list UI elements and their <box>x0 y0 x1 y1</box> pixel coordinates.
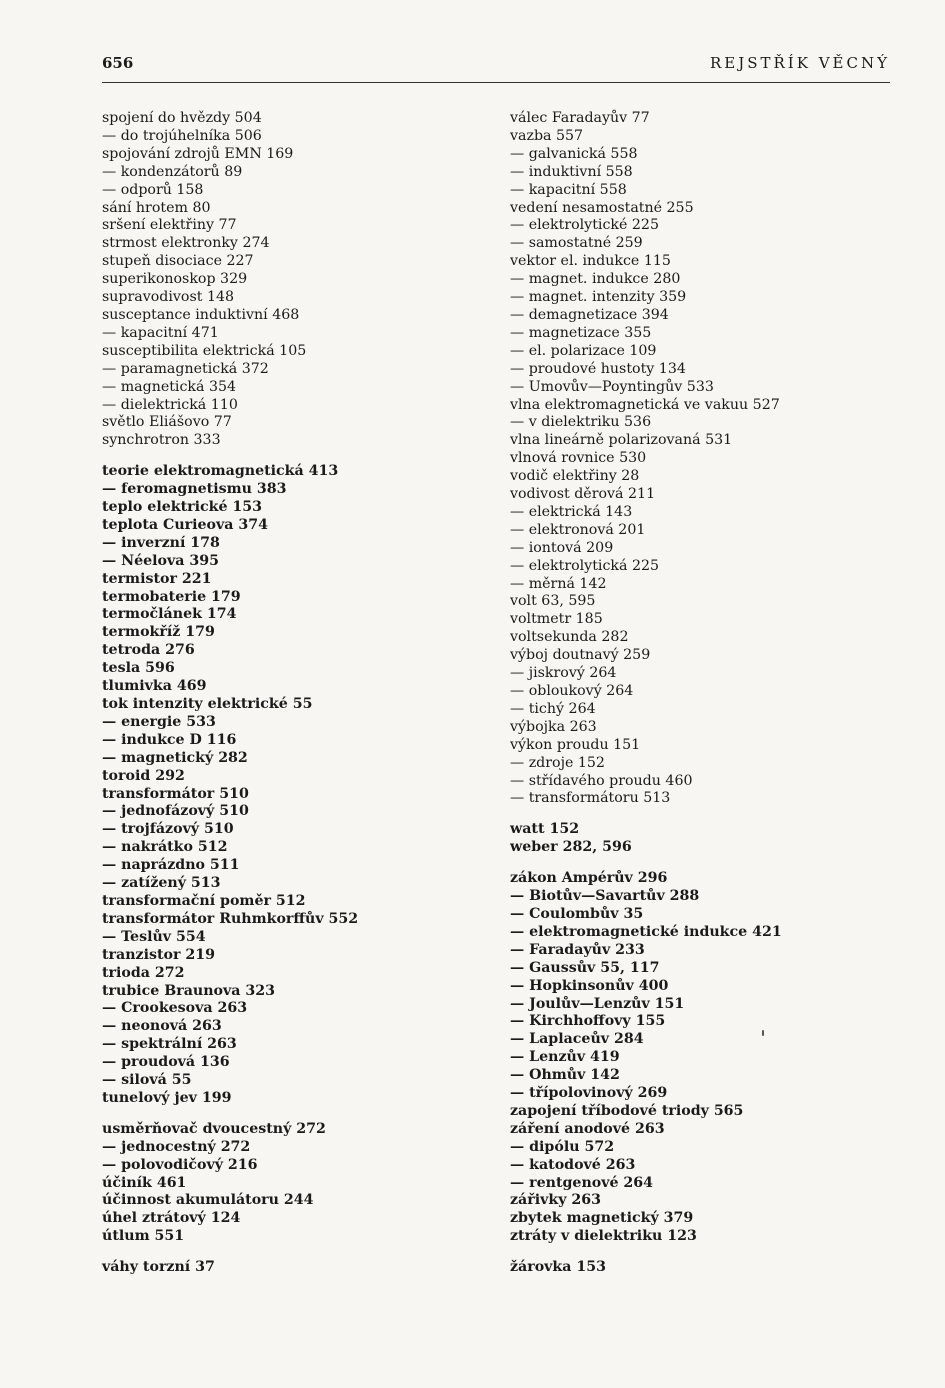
index-entry: weber 282, 596 <box>510 839 632 856</box>
index-entry: — odporů 158 <box>102 181 204 198</box>
index-entry: spojování zdrojů EMN 169 <box>102 145 294 162</box>
index-entry: zákon Ampérův 296 <box>510 870 668 887</box>
index-entry: — Kirchhoffovy 155 <box>510 1013 666 1030</box>
index-entry: — jednofázový 510 <box>102 803 249 820</box>
index-entry: — kapacitní 558 <box>510 181 627 198</box>
index-entry: zářivky 263 <box>510 1192 601 1209</box>
index-entry: teplota Curieova 374 <box>102 516 268 533</box>
index-entry: trioda 272 <box>102 964 185 981</box>
index-entry: — tichý 264 <box>510 700 596 717</box>
index-entry: — Gaussův 55, 117 <box>510 959 660 976</box>
index-group <box>102 110 497 450</box>
index-entry: — měrná 142 <box>510 575 607 592</box>
index-entry: — do trojúhelníka 506 <box>102 127 262 144</box>
index-entry: — dielektrická 110 <box>102 396 238 413</box>
index-entry: — obloukový 264 <box>510 683 634 699</box>
index-entry: — proudová 136 <box>102 1054 230 1071</box>
index-entry: váhy torzní 37 <box>102 1259 215 1276</box>
index-entry: vlna lineárně polarizovaná 531 <box>510 432 733 449</box>
index-entry: výbojka 263 <box>510 718 597 735</box>
running-title: REJSTŘÍK VĚCNÝ <box>709 54 890 72</box>
index-entry: — demagnetizace 394 <box>510 306 669 323</box>
index-entry: tok intenzity elektrické 55 <box>102 696 313 712</box>
index-entry: — polovodičový 216 <box>102 1156 258 1173</box>
index-entry: susceptibilita elektrická 105 <box>102 342 307 359</box>
index-entry: — neonová 263 <box>102 1018 222 1035</box>
index-entry: supravodivost 148 <box>102 289 235 306</box>
index-entry: — trojfázový 510 <box>102 821 234 838</box>
index-entry: — Umovův—Poyntingův 533 <box>510 378 714 395</box>
index-entry: — Teslův 554 <box>102 928 206 945</box>
index-entry: — magnetizace 355 <box>510 324 652 341</box>
index-entry: — transformátoru 513 <box>510 790 671 807</box>
index-entry: — elektronová 201 <box>510 521 646 538</box>
index-entry: — el. polarizace 109 <box>510 342 657 359</box>
index-group <box>510 870 910 1246</box>
index-entry: stupeň disociace 227 <box>102 253 254 270</box>
index-entry: účinnost akumulátoru 244 <box>102 1192 314 1209</box>
index-entry: — magnet. intenzity 359 <box>510 289 687 306</box>
index-entry: — magnet. indukce 280 <box>510 271 681 288</box>
index-entry: — spektrální 263 <box>102 1036 237 1053</box>
header-rule <box>102 82 890 83</box>
index-entry: — jiskrový 264 <box>510 665 617 682</box>
index-entry: termobaterie 179 <box>102 588 241 605</box>
index-entry: — paramagnetická 372 <box>102 360 269 377</box>
index-entry: — rentgenové 264 <box>510 1174 654 1191</box>
index-entry: — proudové hustoty 134 <box>510 360 686 377</box>
index-entry: — energie 533 <box>102 713 216 730</box>
index-entry: výkon proudu 151 <box>510 736 641 753</box>
index-entry: — Coulombův 35 <box>510 905 644 922</box>
index-entry: — galvanická 558 <box>510 145 638 162</box>
index-entry: — feromagnetismu 383 <box>102 481 287 498</box>
index-entry: účiník 461 <box>102 1174 187 1191</box>
index-entry: — samostatné 259 <box>510 235 643 252</box>
index-entry: — dipólu 572 <box>510 1138 615 1155</box>
index-entry: tranzistor 219 <box>102 946 216 963</box>
index-entry: žárovka 153 <box>510 1259 607 1276</box>
index-entry: — Crookesova 263 <box>102 1000 248 1017</box>
page-header <box>102 54 890 78</box>
index-entry: termokříž 179 <box>102 624 215 641</box>
index-entry: — induktivní 558 <box>510 163 633 180</box>
index-group <box>102 463 497 1108</box>
index-entry: — Ohmův 142 <box>510 1067 620 1084</box>
index-entry: zbytek magnetický 379 <box>510 1210 694 1227</box>
index-entry: — katodové 263 <box>510 1156 636 1173</box>
index-entry: teorie elektromagnetická 413 <box>102 463 339 480</box>
index-entry: — kondenzátorů 89 <box>102 163 243 180</box>
index-group <box>510 1259 910 1277</box>
index-entry: usměrňovač dvoucestný 272 <box>102 1120 326 1137</box>
index-entry: — Faradayův 233 <box>510 941 645 958</box>
index-entry: světlo Eliášovo 77 <box>102 414 232 431</box>
index-entry: — silová 55 <box>102 1072 192 1089</box>
index-entry: vodič elektřiny 28 <box>510 468 640 485</box>
index-entry: — Néelova 395 <box>102 552 219 569</box>
index-entry: vedení nesamostatné 255 <box>510 199 694 216</box>
print-speck <box>762 1030 764 1036</box>
index-entry: volt 63, 595 <box>510 593 596 610</box>
index-entry: — inverzní 178 <box>102 534 220 551</box>
index-group <box>102 1121 497 1246</box>
index-entry: voltmetr 185 <box>510 611 603 628</box>
index-entry: útlum 551 <box>102 1228 185 1245</box>
index-entry: tunelový jev 199 <box>102 1089 232 1106</box>
index-group <box>510 821 910 857</box>
index-entry: válec Faradayův 77 <box>510 110 650 126</box>
page-number: 656 <box>102 54 134 72</box>
index-group <box>102 1259 497 1277</box>
index-column-left <box>102 110 497 1290</box>
index-entry: — jednocestný 272 <box>102 1138 251 1155</box>
index-entry: vodivost děrová 211 <box>510 486 656 503</box>
index-entry: superikonoskop 329 <box>102 271 248 288</box>
index-entry: — Lenzův 419 <box>510 1049 620 1066</box>
index-column-right <box>510 110 910 1290</box>
index-entry: — zdroje 152 <box>510 754 605 771</box>
index-entry: vektor el. indukce 115 <box>510 253 671 270</box>
index-entry: — nakrátko 512 <box>102 839 228 856</box>
index-entry: vazba 557 <box>510 127 584 144</box>
index-entry: teplo elektrické 153 <box>102 499 263 516</box>
index-entry: — kapacitní 471 <box>102 324 219 341</box>
index-entry: strmost elektronky 274 <box>102 235 270 252</box>
index-entry: spojení do hvězdy 504 <box>102 110 262 126</box>
index-entry: ztráty v dielektriku 123 <box>510 1228 697 1245</box>
index-entry: — indukce D 116 <box>102 731 237 748</box>
index-entry: sršení elektřiny 77 <box>102 217 237 234</box>
index-entry: — magnetický 282 <box>102 749 248 766</box>
index-entry: — elektrolytické 225 <box>510 217 659 234</box>
index-entry: — Hopkinsonův 400 <box>510 977 669 994</box>
index-entry: — Laplaceův 284 <box>510 1031 644 1048</box>
index-entry: trubice Braunova 323 <box>102 982 276 999</box>
index-entry: tetroda 276 <box>102 642 195 659</box>
index-entry: termočlánek 174 <box>102 606 237 623</box>
index-entry: tlumivka 469 <box>102 678 207 695</box>
index-entry: transformátor Ruhmkorffův 552 <box>102 910 359 927</box>
index-entry: — třípolovinový 269 <box>510 1085 668 1102</box>
index-entry: termistor 221 <box>102 570 212 587</box>
index-entry: toroid 292 <box>102 767 185 784</box>
index-entry: sání hrotem 80 <box>102 199 211 216</box>
index-entry: — magnetická 354 <box>102 378 237 395</box>
index-entry: — naprázdno 511 <box>102 857 240 874</box>
index-entry: synchrotron 333 <box>102 432 221 449</box>
index-entry: — v dielektriku 536 <box>510 414 652 431</box>
index-entry: transformační poměr 512 <box>102 892 306 909</box>
index-entry: záření anodové 263 <box>510 1120 665 1137</box>
index-entry: vlna elektromagnetická ve vakuu 527 <box>510 396 780 413</box>
index-entry: — Joulův—Lenzův 151 <box>510 995 685 1012</box>
index-entry: susceptance induktivní 468 <box>102 306 300 323</box>
index-entry: watt 152 <box>510 821 580 838</box>
index-entry: tesla 596 <box>102 660 175 677</box>
index-entry: — zatížený 513 <box>102 875 221 892</box>
index-entry: — elektrická 143 <box>510 503 633 520</box>
index-entry: — Biotův—Savartův 288 <box>510 888 700 905</box>
index-entry: zapojení tříbodové triody 565 <box>510 1102 744 1119</box>
index-group <box>510 110 910 808</box>
index-entry: transformátor 510 <box>102 785 249 802</box>
index-entry: — střídavého proudu 460 <box>510 772 693 789</box>
index-entry: — iontová 209 <box>510 539 614 556</box>
index-entry: výboj doutnavý 259 <box>510 647 651 664</box>
index-entry: vlnová rovnice 530 <box>510 450 647 467</box>
index-entry: — elektrolytická 225 <box>510 557 660 574</box>
index-entry: úhel ztrátový 124 <box>102 1210 241 1227</box>
index-entry: voltsekunda 282 <box>510 629 629 646</box>
index-entry: — elektromagnetické indukce 421 <box>510 923 782 940</box>
